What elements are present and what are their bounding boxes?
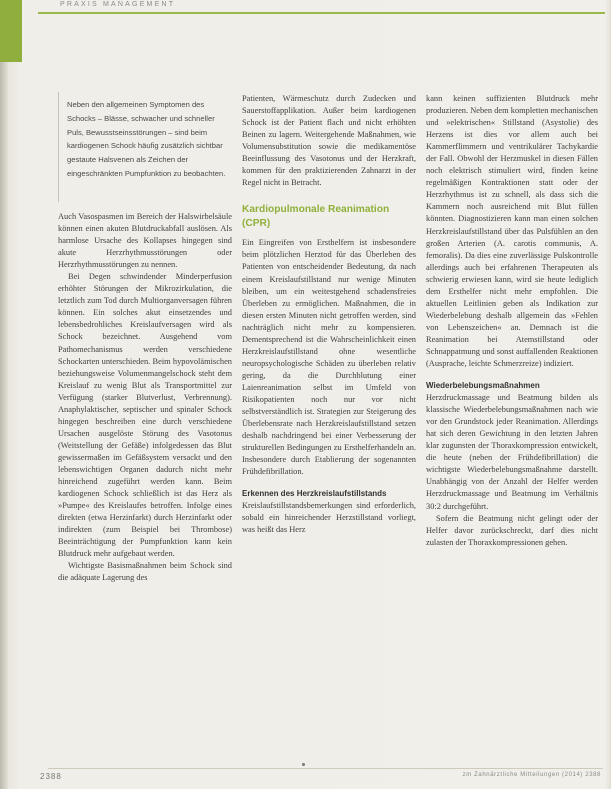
footer-rule: [48, 768, 603, 769]
page-number: 2388: [40, 772, 62, 781]
col2-paragraph-1: Patienten, Wärmeschutz durch Zudecken und Sauerstoffapplikation. Außer beim kardiogenen Schock ist der Patient flach und nicht erhöhten Beinen zu lagern. Weitergehende Maßnahmen, wie Volumensubstitution sowie die medikamentöse Beeinflussung des Vasotonus und der Herzkraft, kommen für den praktizierenden Zahnarzt in der Regel nicht in Betracht.: [242, 94, 416, 188]
binding-shadow: [0, 0, 8, 789]
column-3: [426, 93, 598, 549]
header-rule: [38, 12, 611, 14]
heading-resuscitation: Wiederbelebungsmaßnahmen: [426, 381, 540, 391]
page-edge: [605, 0, 611, 789]
info-box-text: Neben den allgemeinen Symptomen des Schocks – Blässe, schwacher und schneller Puls, Bewusstseinsstörungen – sind beim kardiogenen Schock häufig zusätzlich sichtbar gestaute Halsvenen als Zeichen der eingeschränkten Pumpfunktion zu beobachten.: [67, 100, 226, 178]
heading-recognition: Erkennen des Herzkreislaufstillstands: [242, 489, 387, 499]
col2-paragraph-3: Kreislaufstillstandsbemerkungen sind erforderlich, sobald ein hinreichender Herzstillstand vorliegt, was heißt das Herz: [242, 501, 416, 535]
col3-paragraph-3: Sofern die Beatmung nicht gelingt oder der Helfer davor zurückschreckt, darf dies nicht zulasten der Thoraxkompressionen gehen.: [426, 513, 598, 547]
col3-paragraph-1: kann keinen suffizienten Blutdruck mehr produzieren. Neben dem kompletten mechanischen und »elektrischen« Stillstand (Asystolie) des Herzens ist dies vor allem auch bei Kammerflimmern und ventrikulärer Tachykardie der Fall. Obwohl der Herzmuskel in diesen Fällen noch elektrisch stimuliert wird, finden keine regelmäßigen Kontraktionen statt oder der Herzrhythmus ist zu schnell, als dass sich die Kammern noch ausreichend mit Blut füllen könnten. Diagnostizieren kann man einen solchen Herzkreislaufstillstand über das Pulsfühlen an den großen Arterien (A. carotis communis, A. femoralis). Da dies eine zuverlässige Pulskontrolle allerdings auch bei erfahrenen Therapeuten als schwierig erwiesen kann, wird sie heute lediglich dem Ersthelfer nicht mehr empfohlen. Die aktuellen Leitlinien geben als Indikation zur Wiederbelebung deshalb allgemein das »Fehlen von Lebenszeichen« an. Demnach ist die Reanimation bei Atemstillstand oder Schnappatmung und sonst auffallenden Reaktionen (Ausprache, leichte Schmerzreize) indiziert.: [426, 94, 598, 369]
column-2: [242, 93, 416, 536]
heading-cpr: Kardiopulmonale Reanimation (CPR): [242, 204, 390, 230]
info-box: [58, 92, 229, 202]
running-head: PRAXIS MANAGEMENT: [60, 1, 176, 8]
col1-paragraph-1: Auch Vasospasmen im Bereich der Halswirbelsäule können einen akuten Blutdruckabfall auslösen. Als harmlose Ursache des Kollapses hingegen sind akute Herzrhythmusstörungen oder Herzrhythmusstörungen zu nennen.: [58, 212, 232, 270]
section-color-tab: [0, 0, 22, 62]
col1-paragraph-2: Bei Degen schwindender Minderperfusion erhöhter Störungen der Mikrozirkulation, die letztlich zum Tod durch Multiorganversagen führen können. Ein solches akut einsetzendes und lebensbedrohliches Kreislaufversagen wird als Schock bezeichnet. Ausgehend vom Pathomechanismus werden verschiedene Schockarten unterschieden. Beim hypovolämischen beziehungsweise Volumenmangelschock steht dem Kreislauf zu wenig Blut als Transportmittel zur Verfügung (starker Blutverlust, Verbrennung). Anaphylaktischer, septischer und spinaler Schock hingegen beschreiben eine durch verschiedene Ursachen ausgelöste Störung des Vasotonus (Weitstellung der Gefäße) infolgedessen das Blut gewissermaßen im Gefäßsystem versackt und den lebenswichtigen Organen dadurch nicht mehr hinreichend zugeführt werden kann. Beim kardiogenen Schock schließlich ist das Herz als »Pumpe« des Kreislaufes betroffen. Infolge eines direkten (etwa Herzinfarkt) durch Herzinfarkt oder indirekten (zum Beispiel bei Thrombose) Beeinträchtigung der Pumpfunktion kann kein Blutdruck mehr aufgebaut werden.: [58, 272, 232, 559]
col2-paragraph-2: Ein Eingreifen von Ersthelfern ist insbesondere beim plötzlichen Herztod für das Überleben des Patienten von entscheidender Bedeutung, da nach einem Kreislaufstillstand nur wenige Minuten bleiben, um ein weitestgehend schadensfreies Überleben zu ermöglichen. Maßnahmen, die in diesen ersten Minuten nicht getroffen werden, sind nachträglich nicht mehr zu kompensieren. Dementsprechend ist die Wahrscheinlichkeit einen Herzkreislaufstillstand ohne wesentliche neuropsychologische Schäden zu überleben relativ gering, da die Durchblutung einer Laienreanimation selbst im Umfeld von Risikopatienten noch nur vor nicht selbstverständlich ist. Strategien zur Steigerung des Überlebensrate nach Herzkreislaufstillstand setzen deshalb nachdringend bei einer Verbesserung der strukturellen Bedingungen zu Ersthelferhandeln an. Insbesondere durch Etablierung der sogenannten Frühdefibrillation.: [242, 238, 416, 477]
col1-paragraph-3: Wichtigste Basismaßnahmen beim Schock sind die adäquate Lagerung des: [58, 561, 232, 583]
col3-paragraph-2: Herzdruckmassage und Beatmung bilden als klassische Wiederbelebungsmaßnahmen nach wie vor den Grundstock jeder Reanimation. Allerdings hat sich deren Gewichtung in den letzten Jahren klar zugunsten der Thoraxkompression entwickelt, die heute (neben der Frühdefibrillation) die wichtigste Wiederbelebungsmaßnahme darstellt. Unabhängig von der Anzahl der Helfer werden Herzdruckmassage und Beatmung im Verhältnis 30:2 durchgeführt.: [426, 393, 598, 511]
column-1: [58, 211, 232, 584]
page-dot: [302, 763, 305, 766]
footer-citation: zm Zahnärztliche Mitteilungen (2014) 2388: [462, 772, 601, 778]
